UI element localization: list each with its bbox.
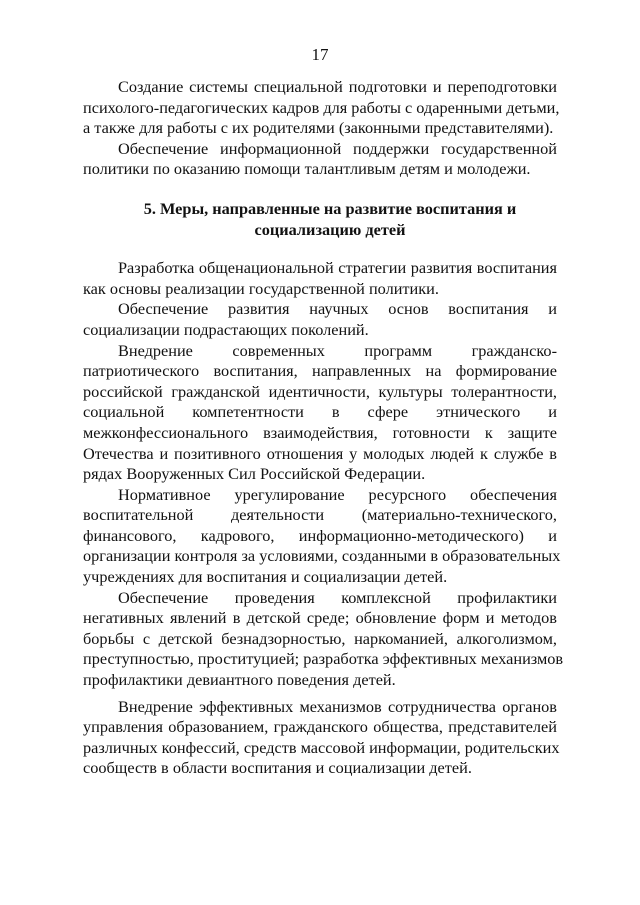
text-line: Обеспечение информационной поддержки государственной	[118, 138, 557, 158]
text-line: финансового, кадрового, информационно-методического) и	[83, 525, 557, 545]
text-line: Обеспечение проведения комплексной профилактики	[118, 587, 557, 607]
paragraphs-before-heading	[83, 77, 560, 180]
paragraph	[83, 299, 557, 340]
final-paragraph-container	[83, 696, 560, 779]
section-heading	[83, 199, 557, 240]
text-line: профилактики девиантного поведения детей.	[83, 670, 396, 690]
text-line: патриотического воспитания, направленных на формирование	[83, 361, 557, 381]
heading-line: социализацию детей	[254, 219, 406, 239]
text-line: Создание системы специальной подготовки и переподготовки	[118, 77, 557, 96]
text-line: негативных явлений в детской среде; обновление форм и методов	[83, 608, 557, 628]
text-line: учреждениях для воспитания и социализации детей.	[83, 567, 448, 587]
text-line: Разработка общенациональной стратегии развития воспитания	[118, 258, 557, 278]
text-line: а также для работы с их родителями (законными представителями).	[83, 118, 554, 138]
paragraphs-after-heading	[83, 258, 564, 690]
text-line: Внедрение современных программ гражданско-	[118, 340, 557, 360]
paragraph	[83, 341, 557, 485]
text-line: управления образованием, гражданского общества, представителей	[83, 717, 557, 737]
text-line: социальной компетентности в сфере этнического и	[83, 402, 557, 422]
text-line: Отечества и позитивного отношения у молодых людей к службе в	[83, 443, 557, 463]
heading-line: 5. Меры, направленные на развитие воспитания и	[143, 198, 517, 218]
text-line: российской гражданской идентичности, культуры толерантности,	[83, 381, 557, 401]
text-line: различных конфессий, средств массовой информации, родительских	[83, 737, 560, 757]
text-line: Внедрение эффективных механизмов сотрудничества органов	[118, 696, 557, 716]
text-line: Нормативное урегулирование ресурсного обеспечения	[118, 484, 557, 504]
text-line: политики по оказанию помощи талантливым детям и молодежи.	[83, 159, 531, 179]
text-line: как основы реализации государственной политики.	[83, 278, 439, 298]
text-line: психолого-педагогических кадров для работы с одаренными детьми,	[83, 97, 560, 117]
text-line: социализации подрастающих поколений.	[83, 319, 369, 339]
paragraph	[83, 587, 564, 691]
paragraph	[83, 696, 560, 779]
text-line: организации контроля за условиями, созданными в образовательных	[83, 546, 561, 566]
text-line: межконфессионального взаимодействия, готовности к защите	[83, 422, 557, 442]
text-line: преступностью, проституцией; разработка эффективных механизмов	[83, 649, 564, 669]
paragraph	[83, 258, 557, 299]
text-line: борьбы с детской безнадзорностью, наркоманией, алкоголизмом,	[83, 628, 557, 648]
text-line: рядах Вооруженных Сил Российской Федерации.	[83, 464, 426, 484]
page-number: 17	[311, 45, 329, 64]
text-line: Обеспечение развития научных основ воспитания и	[118, 299, 557, 319]
document-body	[83, 77, 564, 779]
paragraph	[83, 484, 561, 588]
text-line: сообществ в области воспитания и социализации детей.	[83, 758, 472, 778]
paragraph	[83, 77, 560, 139]
text-line: воспитательной деятельности (материально-технического,	[83, 505, 557, 525]
paragraph	[83, 139, 557, 180]
